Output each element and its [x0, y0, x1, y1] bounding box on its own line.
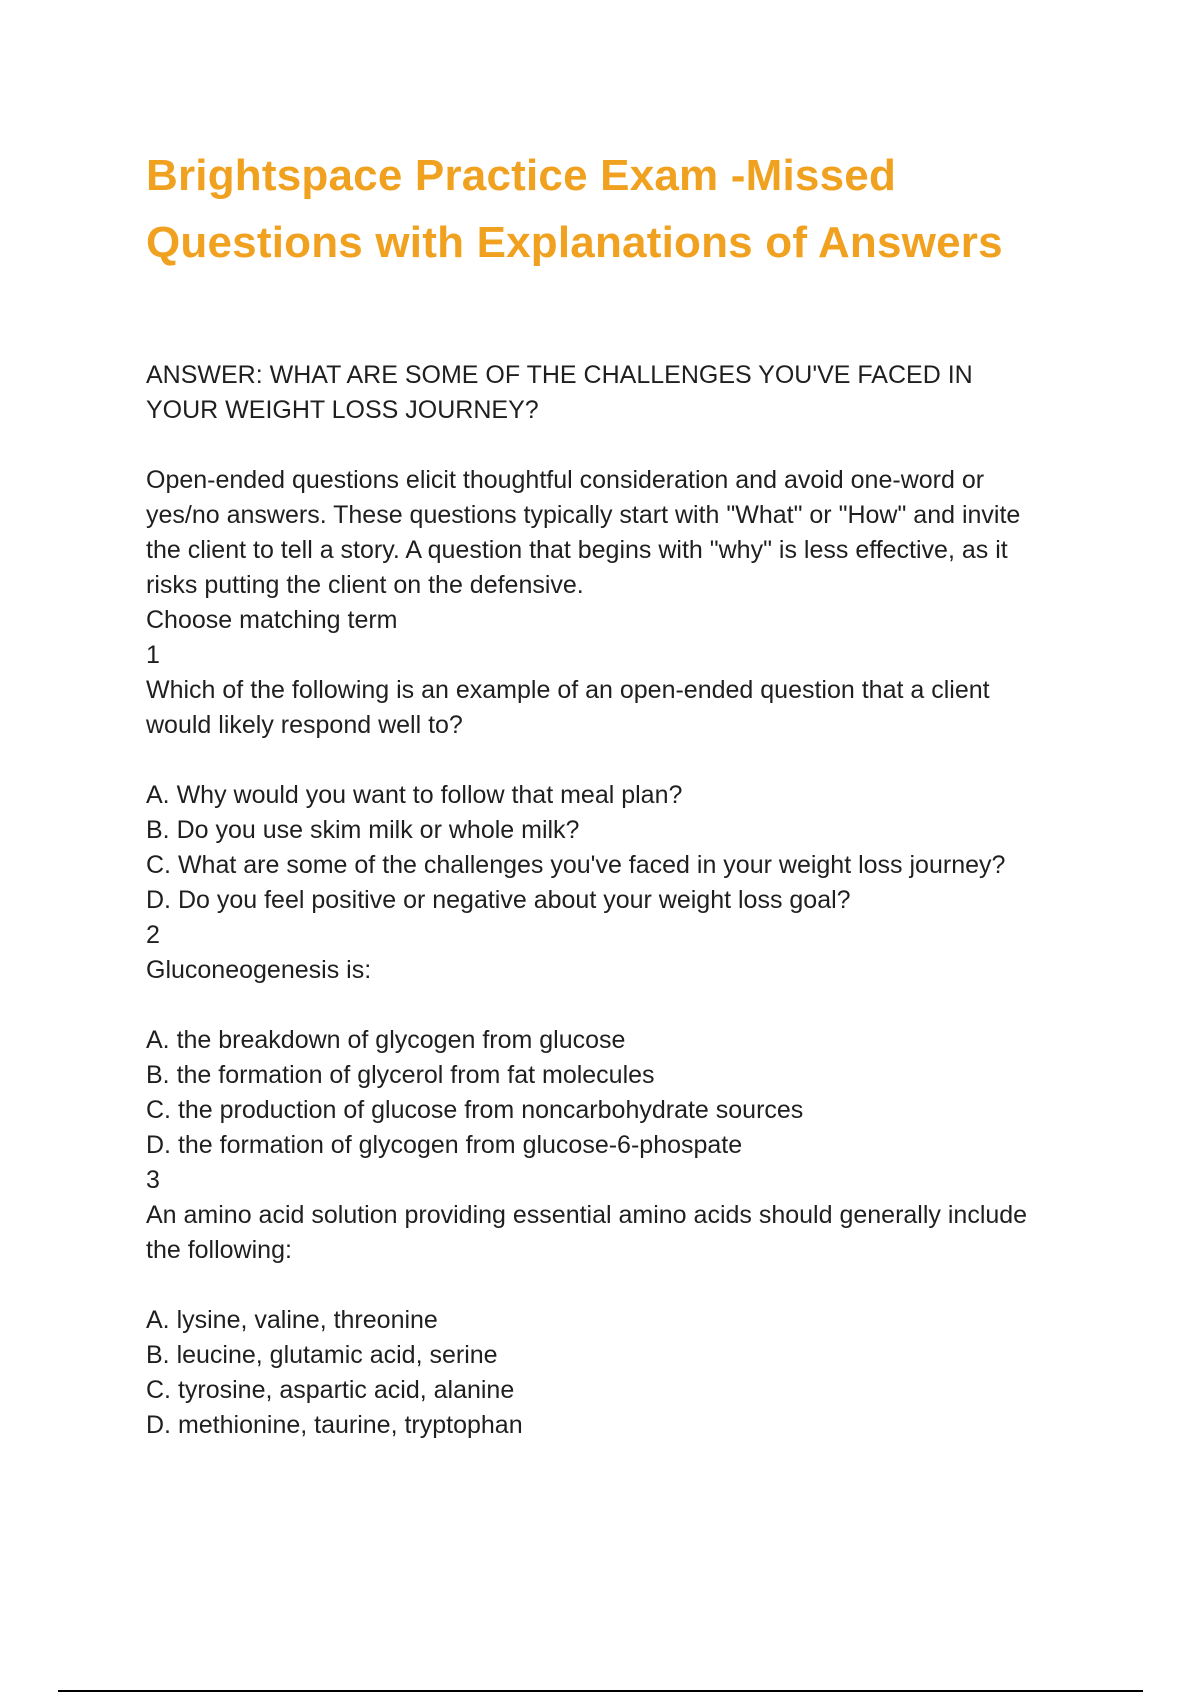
- instruction-text: Choose matching term: [146, 606, 398, 634]
- question-2-option-d: D. the formation of glycogen from glucose-6-phospate: [146, 1131, 743, 1159]
- document-title-line-2: Questions with Explanations of Answers: [146, 218, 1003, 267]
- question-2-option-a: A. the breakdown of glycogen from glucose: [146, 1026, 626, 1054]
- question-1-spacer: [146, 743, 1086, 778]
- answer-heading-line-2: YOUR WEIGHT LOSS JOURNEY?: [146, 396, 539, 424]
- answer-explanation: [146, 463, 1086, 1443]
- question-1-prompt-line-1: Which of the following is an example of an open-ended question that a client: [146, 676, 990, 704]
- question-1-number: 1: [146, 641, 160, 669]
- answer-heading: [146, 358, 1086, 428]
- question-2-number: 2: [146, 921, 160, 949]
- question-3-prompt-line-2: the following:: [146, 1236, 292, 1264]
- exam-page: [146, 142, 1086, 1443]
- question-2-spacer: [146, 988, 1086, 1023]
- explanation-line-1: Open-ended questions elicit thoughtful consideration and avoid one-word or: [146, 466, 985, 494]
- page-bottom-rule: [58, 1690, 1143, 1692]
- document-title-line-1: Brightspace Practice Exam -Missed: [146, 151, 897, 200]
- question-2-option-b: B. the formation of glycerol from fat molecules: [146, 1061, 655, 1089]
- question-3-option-a: A. lysine, valine, threonine: [146, 1306, 438, 1334]
- question-1-option-b: B. Do you use skim milk or whole milk?: [146, 816, 580, 844]
- question-3-option-b: B. leucine, glutamic acid, serine: [146, 1341, 498, 1369]
- question-1-prompt-line-2: would likely respond well to?: [146, 711, 463, 739]
- question-2-prompt-line-1: Gluconeogenesis is:: [146, 956, 372, 984]
- question-1-option-c: C. What are some of the challenges you've faced in your weight loss journey?: [146, 851, 1006, 879]
- question-3-prompt-line-1: An amino acid solution providing essential amino acids should generally include: [146, 1201, 1028, 1229]
- document-title: [146, 142, 1086, 276]
- explanation-line-2: yes/no answers. These questions typically start with "What" or "How" and invite: [146, 501, 1021, 529]
- question-3-spacer: [146, 1268, 1086, 1303]
- question-1-option-d: D. Do you feel positive or negative about your weight loss goal?: [146, 886, 851, 914]
- question-3-option-d: D. methionine, taurine, tryptophan: [146, 1411, 523, 1439]
- explanation-line-4: risks putting the client on the defensive.: [146, 571, 584, 599]
- question-3-option-c: C. tyrosine, aspartic acid, alanine: [146, 1376, 515, 1404]
- explanation-line-3: the client to tell a story. A question that begins with "why" is less effective, as it: [146, 536, 1008, 564]
- question-1-option-a: A. Why would you want to follow that meal plan?: [146, 781, 683, 809]
- answer-heading-line-1: ANSWER: WHAT ARE SOME OF THE CHALLENGES YOU'VE FACED IN: [146, 361, 973, 389]
- question-3-number: 3: [146, 1166, 160, 1194]
- question-2-option-c: C. the production of glucose from noncarbohydrate sources: [146, 1096, 804, 1124]
